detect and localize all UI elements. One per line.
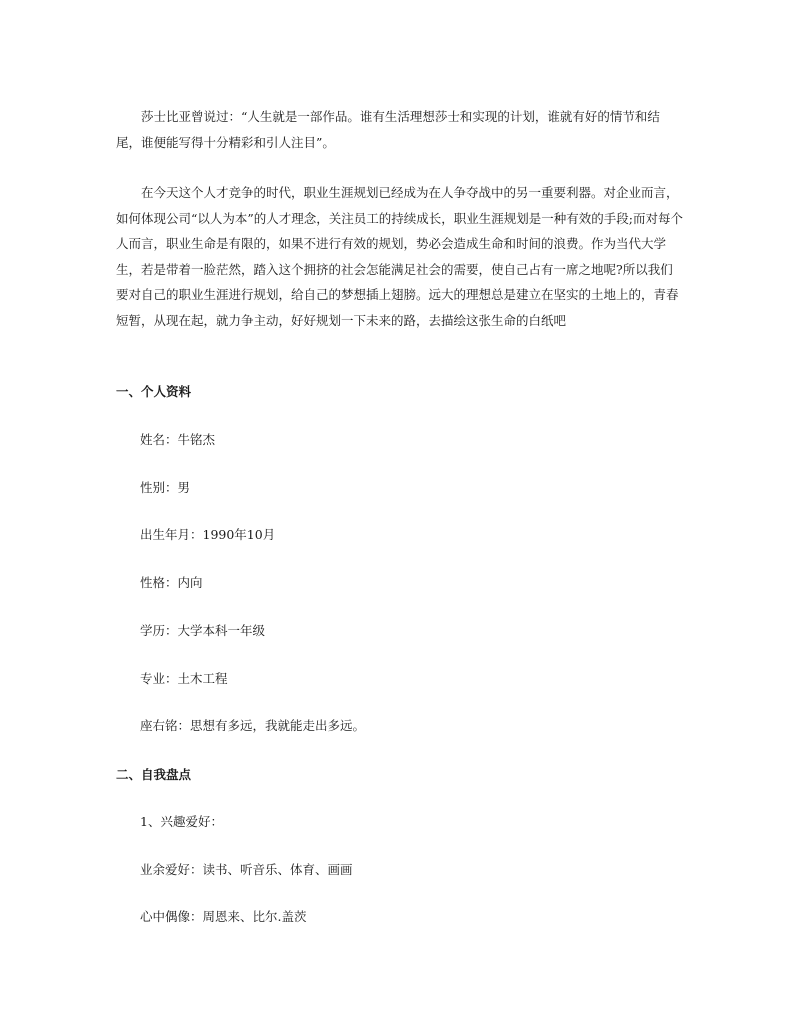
assessment-item-idols: 心中偶像：周恩来、比尔.盖茨	[140, 909, 307, 924]
assessment-item-hobbies: 业余爱好：读书、听音乐、体育、画画	[140, 862, 353, 877]
section-heading-self-assessment: 二、自我盘点	[116, 767, 192, 782]
body-paragraph: 在今天这个人才竞争的时代，职业生涯规划已经成为在人争夺战中的另一重要利器。对企业而言，如何体现公司“以人为本”的人才理念，关注员工的持续成长，职业生涯规划是一种有效的手段;而对每个人而言，职业生命是有限的，如果不进行有效的规划，势必会造成生命和时间的浪费。作为当代大学生，若是带着一脸茫然，踏入这个拥挤的社会怎能满足社会的需要，使自己占有一席之地呢?所以我们要对自己的职业生涯进行规划，给自己的梦想插上翅膀。远大的理想总是建立在坚实的土地上的，青春短暂，从现在起，就力争主动，好好规划一下未来的路，去描绘这张生命的白纸吧	[116, 185, 683, 328]
info-item-name: 姓名：牛铭杰	[140, 432, 216, 447]
info-item-personality: 性格：内向	[140, 575, 203, 590]
info-item-major: 专业：土木工程	[140, 671, 228, 686]
assessment-item-interests: 1、兴趣爱好：	[140, 814, 223, 829]
intro-paragraph: 莎士比亚曾说过：“人生就是一部作品。谁有生活理想莎士和实现的计划，谁就有好的情节和结尾，谁便能写得十分精彩和引人注目”。	[116, 109, 660, 150]
info-item-birthdate: 出生年月：1990年10月	[140, 527, 276, 542]
info-item-education: 学历：大学本科一年级	[140, 623, 266, 638]
info-item-motto: 座右铭：思想有多远，我就能走出多远。	[140, 718, 366, 733]
section-heading-personal-info: 一、个人资料	[116, 384, 192, 399]
info-item-gender: 性别：男	[140, 480, 191, 495]
